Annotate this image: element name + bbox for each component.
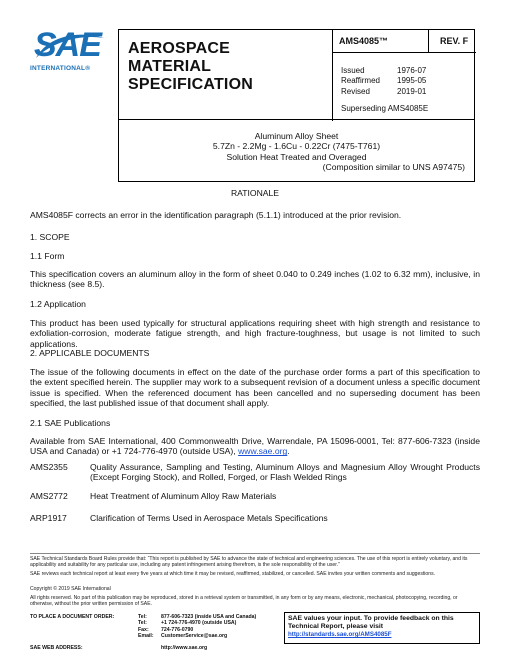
footer-review: SAE reviews each technical report at least every five years at which time it may be revised, reaffirmed, stabilized, or cancelled. SAE invites your written comments and suggestions. — [30, 571, 436, 577]
order-info — [30, 614, 256, 640]
web-label: SAE WEB ADDRESS: — [30, 645, 83, 651]
paragraph-end: . — [287, 446, 290, 457]
footer-policy: SAE Technical Standards Board Rules provide that: “This report is published by SAE to advance the state of technical and engineering sciences. The use of this report is entirely voluntary, and its applicability and suitability for any particular use, including any patent infringement arising therefrom, is the sole responsibility of the user.” — [30, 556, 468, 569]
date-table — [341, 66, 426, 97]
reference-description: Quality Assurance, Sampling and Testing, Aluminum Alloys and Magnesium Alloy Wrought Products (Except Forging Stock), and Rolled, Forged, or Flash Welded Rings — [90, 462, 480, 483]
order-key: Email: — [138, 633, 154, 640]
reference-description: Clarification of Terms Used in Aerospace Metals Specifications — [90, 513, 328, 523]
date-value: 1995-05 — [397, 76, 427, 86]
order-row — [30, 633, 256, 639]
title-line-2: MATERIAL SPECIFICATION — [128, 58, 253, 93]
feedback-line: SAE values your input. To provide feedback on this — [288, 615, 454, 622]
order-value[interactable]: CustomerService@sae.org — [161, 633, 228, 640]
subject-box — [118, 120, 475, 182]
spec-header — [118, 29, 475, 120]
subject-line: (Composition similar to UNS A97475) — [322, 162, 465, 173]
sae-website-link[interactable]: www.sae.org — [238, 446, 288, 457]
order-value: 724-776-0790 — [161, 626, 194, 633]
section-heading: 1. SCOPE — [30, 232, 70, 242]
footer-copyright: Copyright © 2019 SAE International — [30, 586, 111, 592]
order-value: 877-606-7323 (inside USA and Canada) — [161, 614, 257, 620]
feedback-box — [284, 612, 480, 644]
order-key: Fax: — [138, 626, 149, 633]
date-label: Revised — [341, 86, 370, 96]
subsection-heading: 1.1 Form — [30, 251, 65, 261]
subsection-heading: 1.2 Application — [30, 299, 86, 309]
document-number: AMS4085™ — [333, 30, 429, 53]
spec-type-title — [119, 30, 333, 121]
date-value: 2019-01 — [397, 86, 427, 96]
order-key: Tel: — [138, 614, 147, 620]
reference-code: AMS2772 — [30, 491, 68, 501]
subsection-heading: 2.1 SAE Publications — [30, 418, 111, 428]
logo-subtext: INTERNATIONAL® — [30, 65, 91, 72]
date-row — [341, 87, 426, 97]
superseding-note: Superseding AMS4085E — [341, 104, 429, 113]
reference-code: AMS2355 — [30, 462, 68, 472]
date-row — [341, 76, 426, 86]
web-address — [30, 645, 208, 651]
section-heading: 2. APPLICABLE DOCUMENTS — [30, 348, 150, 358]
date-label: Issued — [341, 66, 365, 75]
rationale-heading: RATIONALE — [230, 188, 280, 198]
feedback-line: Technical Report, please visit — [288, 623, 384, 630]
title-line-1: AEROSPACE — [128, 40, 230, 57]
paragraph: This specification covers an aluminum alloy in the form of sheet 0.040 to 0.249 inches (1.02 to 6.32 mm), inclusive, in thickness (see 8.5). — [30, 269, 480, 290]
reference-code: ARP1917 — [30, 513, 67, 523]
order-value: +1 724-776-4970 (outside USA) — [161, 620, 237, 627]
date-label: Reaffirmed — [341, 76, 380, 86]
web-value[interactable]: http://www.sae.org — [161, 645, 208, 651]
rationale-text: AMS4085F corrects an error in the identification paragraph (5.1.1) introduced at the prior revision. — [30, 210, 402, 220]
paragraph-text: Available from SAE International, 400 Commonwealth Drive, Warrendale, PA 15096-0001, Tel: 877-606-7323 (inside USA and Canada) or +1 724-776-4970 (outside USA), — [30, 436, 480, 457]
subject-line: Solution Heat Treated and Overaged — [226, 151, 367, 162]
order-label: TO PLACE A DOCUMENT ORDER: — [30, 614, 115, 620]
subject-line: Aluminum Alloy Sheet — [254, 131, 339, 141]
revision-label: REV. F — [429, 30, 476, 53]
footer-divider — [30, 553, 480, 554]
order-key: Tel: — [138, 620, 147, 627]
date-value: 1976-07 — [397, 66, 427, 75]
footer-rights: All rights reserved. No part of this publication may be reproduced, stored in a retrieval system or transmitted, in any form or by any means, electronic, mechanical, photocopying, recording, or otherwise, without the prior written permission of SAE. — [30, 595, 458, 608]
subject-line: 5.7Zn - 2.2Mg - 1.6Cu - 0.22Cr (7475-T761) — [212, 141, 381, 152]
feedback-link[interactable]: http://standards.sae.org/AMS4085F — [288, 631, 392, 638]
paragraph: This product has been used typically for structural applications requiring sheet with high strength and resistance to exfoliation-corrosion, moderate fatigue strength, and high fracture-toughness, but usage is not limited to such applications. — [30, 318, 480, 349]
paragraph — [30, 436, 480, 457]
reference-description: Heat Treatment of Aluminum Alloy Raw Materials — [90, 491, 277, 501]
logo-text: SAE — [34, 26, 101, 64]
paragraph: The issue of the following documents in effect on the date of the purchase order forms a part of this specification to the extent specified herein. The supplier may work to a subsequent revision of a document unless a specific document issue is specified. When the referenced document has been cancelled and no superseding document has been specified, the last published issue of that document shall apply. — [30, 367, 480, 409]
date-row — [341, 66, 426, 76]
